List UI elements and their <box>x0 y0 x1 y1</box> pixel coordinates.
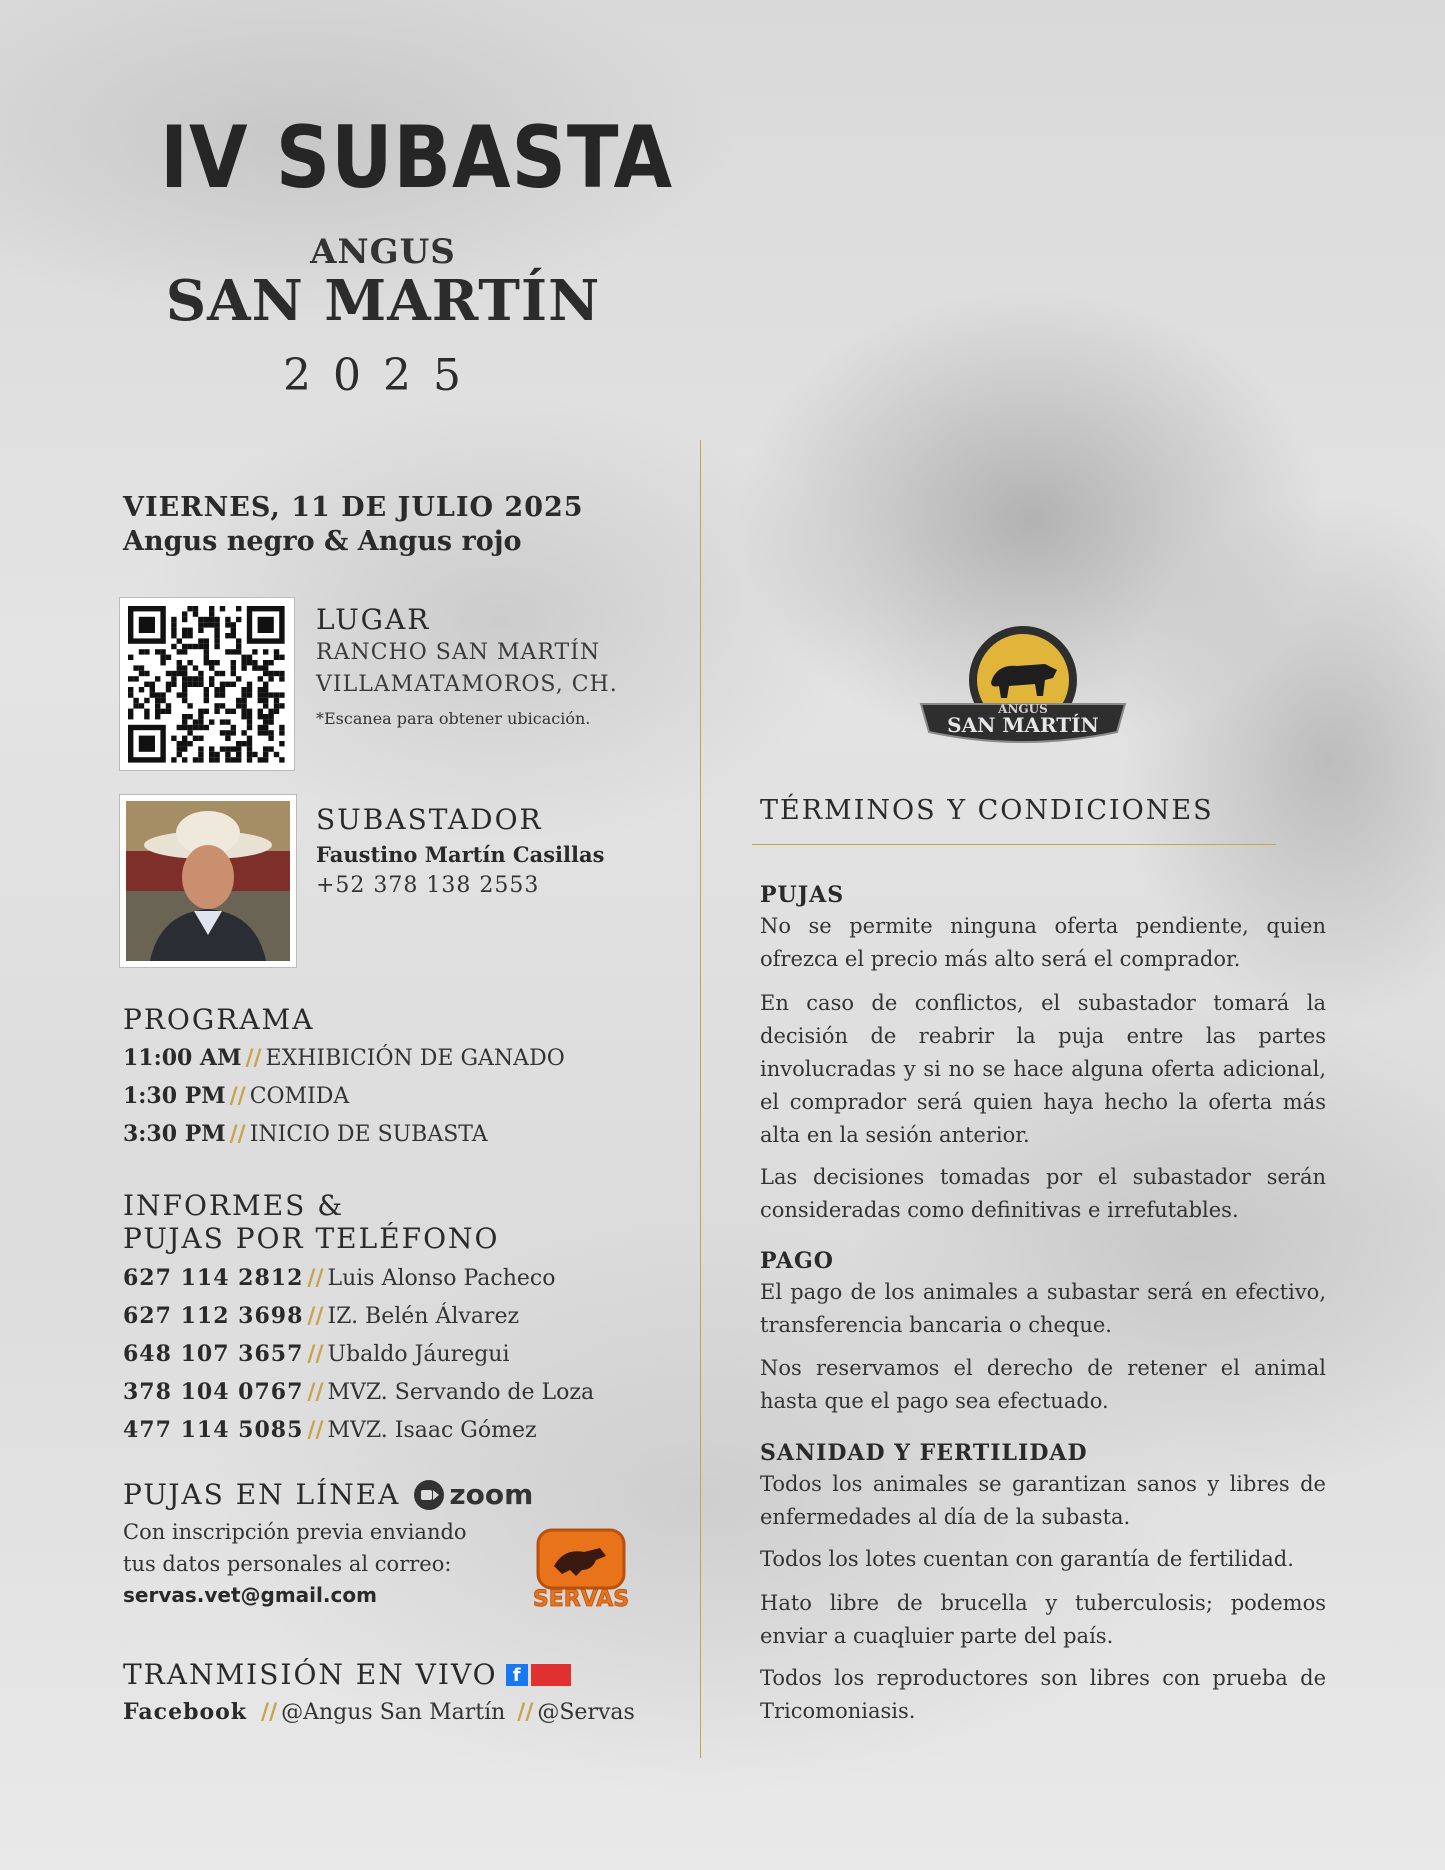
location-qr-code[interactable] <box>120 598 294 770</box>
contact-row <box>123 1303 519 1329</box>
subastador-heading: SUBASTADOR <box>316 803 543 836</box>
lugar-line2: VILLAMATAMOROS, CH. <box>316 672 618 697</box>
program-item <box>123 1083 349 1109</box>
pujas-paragraph: Las decisiones tomadas por el subastador serán consideradas como definitivas e irrefutables. <box>760 1165 1326 1222</box>
separator: // <box>245 1045 262 1071</box>
pujas-paragraph: En caso de conflictos, el subastador tomará la decisión de reabrir la puja entre las partes involucradas y si no se hace alguna oferta adicional, el comprador será quien haya hecho la oferta más alta en la sesión anterior. <box>760 991 1326 1147</box>
contact-name: MVZ. Isaac Gómez <box>327 1418 537 1443</box>
zoom-badge <box>414 1478 533 1511</box>
separator: // <box>307 1303 324 1329</box>
auctioneer-photo <box>120 795 296 967</box>
contact-phone[interactable]: 477 114 5085 <box>123 1417 304 1443</box>
contact-name: IZ. Belén Álvarez <box>327 1304 520 1329</box>
lugar-heading: LUGAR <box>316 603 431 636</box>
contact-row <box>123 1341 510 1367</box>
contact-phone[interactable]: 627 114 2812 <box>123 1265 304 1291</box>
brand-main: SAN MARTÍN <box>165 268 601 334</box>
terminos-heading: TÉRMINOS Y CONDICIONES <box>760 795 1214 826</box>
auctioneer-phone[interactable]: +52 378 138 2553 <box>316 873 540 898</box>
pago-paragraph: Nos reservamos el derecho de retener el animal hasta que el pago sea efectuado. <box>760 1356 1326 1413</box>
program-time: 11:00 AM <box>123 1045 242 1071</box>
sanidad-paragraph: Todos los animales se garantizan sanos y libres de enfermedades al día de la subasta. <box>760 1472 1326 1529</box>
pujas-paragraph: No se permite ninguna oferta pendiente, quien ofrezca el precio más alto será el comprador. <box>760 914 1326 971</box>
contact-phone[interactable]: 627 112 3698 <box>123 1303 304 1329</box>
separator: // <box>229 1083 246 1109</box>
contact-phone[interactable]: 378 104 0767 <box>123 1379 304 1405</box>
social-icons <box>506 1664 571 1686</box>
transmision-header <box>123 1658 571 1691</box>
separator: // <box>517 1699 534 1725</box>
separator: // <box>261 1699 278 1725</box>
sanidad-paragraph: Todos los lotes cuentan con garantía de fertilidad. <box>760 1547 1294 1571</box>
auctioneer-name: Faustino Martín Casillas <box>316 842 605 867</box>
event-year: 2025 <box>283 350 483 401</box>
column-divider <box>700 440 701 1758</box>
handle-angus[interactable]: @Angus San Martín <box>281 1700 506 1725</box>
separator: // <box>307 1417 324 1443</box>
program-item <box>123 1045 565 1071</box>
informes-heading-2: PUJAS POR TELÉFONO <box>123 1222 500 1255</box>
handle-servas[interactable]: @Servas <box>537 1700 635 1725</box>
transmision-row <box>123 1699 635 1725</box>
pujas-section-title: PUJAS <box>760 882 845 908</box>
lugar-note: *Escanea para obtener ubicación. <box>316 709 591 728</box>
event-breeds: Angus negro & Angus rojo <box>123 526 522 557</box>
separator: // <box>229 1121 246 1147</box>
live-icon <box>531 1664 571 1686</box>
program-activity: EXHIBICIÓN DE GANADO <box>265 1046 565 1071</box>
contact-name: Ubaldo Jáuregui <box>327 1342 510 1367</box>
contact-phone[interactable]: 648 107 3657 <box>123 1341 304 1367</box>
brand-top: ANGUS <box>310 232 456 272</box>
programa-heading: PROGRAMA <box>123 1003 315 1036</box>
logo-top-text: ANGUS <box>998 702 1048 716</box>
contact-row <box>123 1265 555 1291</box>
lugar-line1: RANCHO SAN MARTÍN <box>316 640 601 665</box>
servas-logo-text: SERVAS <box>532 1587 630 1612</box>
pago-paragraph: El pago de los animales a subastar será en efectivo, transferencia bancaria o cheque. <box>760 1280 1326 1337</box>
contact-row <box>123 1417 537 1443</box>
pujas-linea-heading: PUJAS EN LÍNEA <box>123 1478 401 1511</box>
sanidad-paragraph: Hato libre de brucella y tuberculosis; podemos enviar a cuaqluier parte del país. <box>760 1591 1326 1648</box>
contact-row <box>123 1379 594 1405</box>
contact-name: Luis Alonso Pacheco <box>327 1266 556 1291</box>
event-title: IV SUBASTA <box>160 108 673 208</box>
pago-section-title: PAGO <box>760 1248 834 1274</box>
logo-main-text: SAN MARTÍN <box>947 713 1099 737</box>
registration-email[interactable]: servas.vet@gmail.com <box>123 1583 377 1607</box>
transmision-heading: TRANMISIÓN EN VIVO <box>123 1658 498 1691</box>
separator: // <box>307 1379 324 1405</box>
program-activity: COMIDA <box>249 1084 350 1109</box>
sanidad-section-title: SANIDAD Y FERTILIDAD <box>760 1440 1088 1466</box>
sanidad-paragraph: Todos los reproductores son libres con prueba de Tricomoniasis. <box>760 1666 1326 1723</box>
platform-name: Facebook <box>123 1699 248 1725</box>
terminos-rule <box>752 844 1276 845</box>
pujas-linea-text-1: Con inscripción previa enviando <box>123 1520 467 1544</box>
facebook-icon: f <box>506 1664 528 1686</box>
pujas-linea-header <box>123 1478 533 1511</box>
informes-heading: INFORMES & <box>123 1189 345 1222</box>
separator: // <box>307 1265 324 1291</box>
event-date: VIERNES, 11 DE JULIO 2025 <box>123 492 584 523</box>
contact-name: MVZ. Servando de Loza <box>327 1380 595 1405</box>
program-time: 3:30 PM <box>123 1121 226 1147</box>
zoom-label: zoom <box>449 1478 534 1511</box>
program-time: 1:30 PM <box>123 1083 226 1109</box>
servas-logo <box>526 1526 636 1612</box>
program-item <box>123 1121 488 1147</box>
angus-san-martin-logo <box>913 620 1133 760</box>
zoom-camera-icon <box>414 1480 444 1510</box>
program-activity: INICIO DE SUBASTA <box>249 1122 488 1147</box>
separator: // <box>307 1341 324 1367</box>
pujas-linea-text-2: tus datos personales al correo: <box>123 1552 452 1576</box>
